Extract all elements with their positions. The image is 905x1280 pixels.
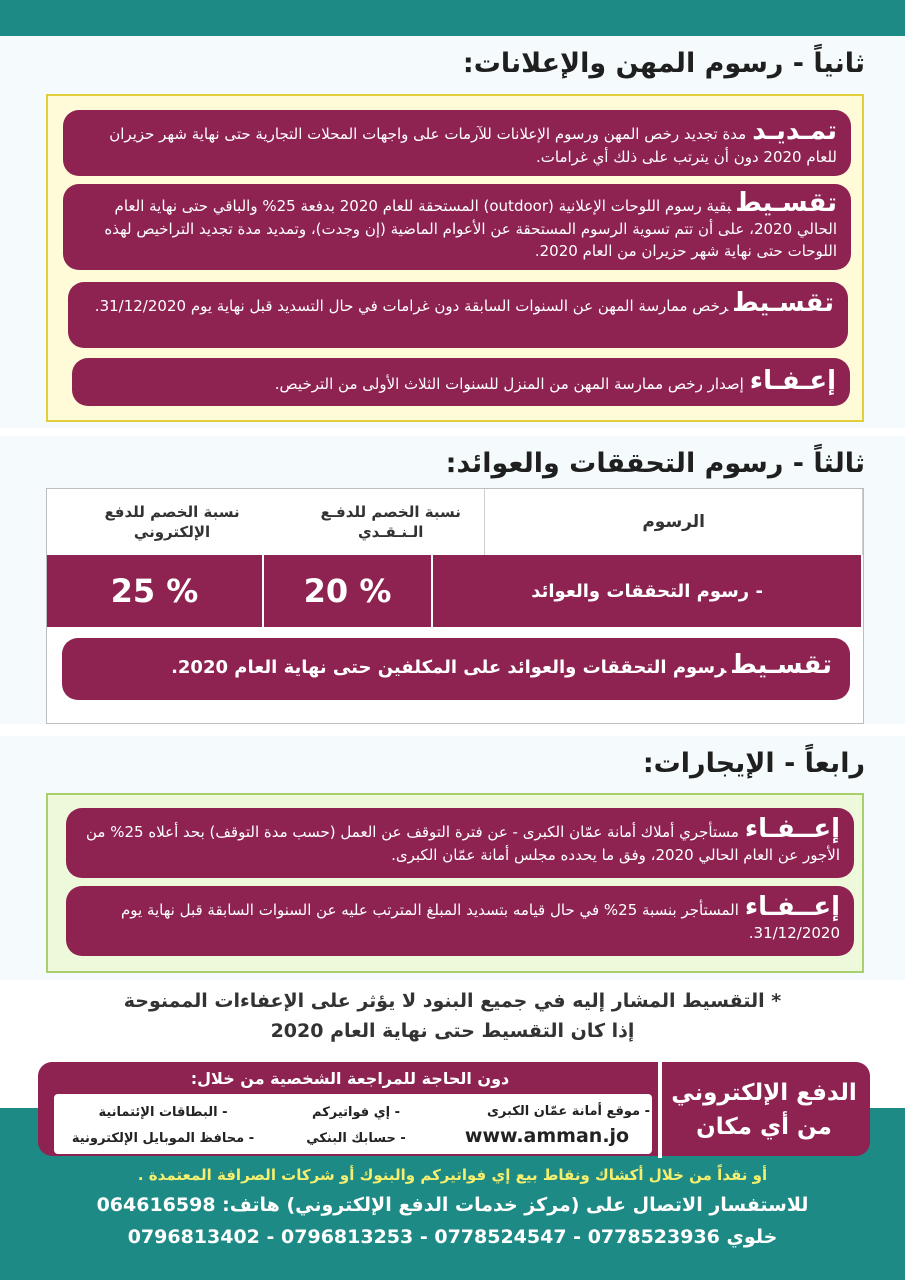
- keyword: تقسـيط: [737, 188, 837, 218]
- epay-bank-account: - حسابك البنكي: [306, 1131, 406, 1146]
- epay-website-label: - موقع أمانة عمّان الكبرى: [486, 1104, 650, 1119]
- item-text: مدة تجديد رخص المهن ورسوم الإعلانات للآرمات على واجهات المحلات التجارية حتى نهاية شهر حزيران للعام 2020 دون أن يترتب على ذلك أي غرامات.: [109, 125, 837, 166]
- footer-mobile-line: خلوي 0778523936 - 0778524547 - 0796813253 - 0796813402: [127, 1226, 778, 1248]
- installment-note: [40, 986, 865, 1046]
- epay-badge: [664, 1068, 864, 1152]
- item-text: بقية رسوم اللوحات الإعلانية (outdoor) المستحقة للعام 2020 بدفعة 25% والباقي حتى نهاية العام الحالي 2020، على أن تتم تسوية الرسوم المستحقة عن الأعوام الماضية (إن وجدت)، وتمديد مدة تجديد التراخيص لهذه اللوحات حتى نهاية شهر حزيران من العام 2020.: [104, 197, 837, 260]
- keyword: إعــفـاء: [744, 814, 840, 844]
- section2-item-2: [63, 184, 851, 270]
- epay-channels-column: [272, 1100, 440, 1152]
- section4-item-2: [66, 886, 854, 956]
- footer-cash-line: أو نقداً من خلال أكشاك ونقاط بيع إي فواتيركم والبنوك أو شركات الصرافة المعتمدة .: [137, 1166, 768, 1184]
- col-cash-header: نسبة الخصم للدفـع الـنـقـدي: [297, 489, 485, 555]
- note-line-1: * التقسيط المشار إليه في جميع البنود لا يؤثر على الإعفاءات الممنوحة: [123, 990, 782, 1012]
- epay-badge-line-1: الدفع الإلكتروني: [671, 1080, 857, 1106]
- item-text: رسوم التحققات والعوائد على المكلفين حتى نهاية العام 2020.: [171, 657, 727, 678]
- section4-title: رابعاً - الإيجارات:: [642, 748, 865, 779]
- epay-website-column: [444, 1100, 650, 1148]
- section2-item-4: [72, 358, 850, 406]
- epay-divider: [658, 1060, 662, 1158]
- item-text: رخص ممارسة المهن عن السنوات السابقة دون غرامات في حال التسديد قبل نهاية يوم 31/12/2020.: [94, 297, 729, 315]
- epay-cards-column: [58, 1100, 268, 1152]
- epay-credit-cards: - البطاقات الإئتمانية: [98, 1105, 228, 1120]
- top-teal-bar: [0, 0, 905, 36]
- keyword: تمـديـد: [752, 116, 837, 146]
- item-text: المستأجر بنسبة 25% في حال قيامه بتسديد المبلغ المترتب عليه عن السنوات السابقة قبل نهاية يوم 31/12/2020.: [120, 901, 840, 942]
- item-text: إصدار رخص ممارسة المهن من المنزل للسنوات الثلاث الأولى من الترخيص.: [274, 375, 744, 393]
- item-text: مستأجري أملاك أمانة عمّان الكبرى - عن فترة التوقف عن العمل (حسب مدة التوقف) بحد أعلاه 25% من الأجور عن العام الحالي 2020، وفق ما يحدده مجلس أمانة عمّان الكبرى.: [86, 823, 840, 864]
- section2-item-3: [68, 282, 848, 348]
- keyword: تقسـيط: [734, 288, 834, 318]
- section2-item-1: [63, 110, 851, 176]
- section3-title: ثالثاً - رسوم التحققات والعوائد:: [445, 448, 865, 479]
- col-fees-header: الرسوم: [485, 489, 863, 555]
- footer-inquiry-line: للاستفسار الاتصال على (مركز خدمات الدفع الإلكتروني) هاتف: 064616598: [96, 1194, 809, 1216]
- table-data-row: [47, 555, 863, 627]
- section3-item: [62, 638, 850, 700]
- note-line-2: إذا كان التقسيط حتى نهاية العام 2020: [270, 1020, 635, 1042]
- epay-website-link[interactable]: www.amman.jo: [464, 1125, 630, 1147]
- epay-header: دون الحاجة للمراجعة الشخصية من خلال:: [190, 1069, 510, 1088]
- keyword: تقسـيط: [732, 650, 832, 680]
- keyword: إعــفـاء: [744, 892, 840, 922]
- table-header-row: [47, 489, 863, 555]
- section4-item-1: [66, 808, 854, 878]
- epay-badge-line-2: من أي مكان: [696, 1114, 832, 1140]
- cash-discount-value: 20 %: [264, 555, 433, 627]
- section2-title: ثانياً - رسوم المهن والإعلانات:: [462, 48, 865, 79]
- keyword: إعـفـاء: [749, 366, 836, 396]
- col-electronic-header: نسبة الخصم للدفع الإلكتروني: [104, 503, 240, 541]
- electronic-discount-value: 25 %: [47, 555, 264, 627]
- row-fee-label: - رسوم التحققات والعوائد: [433, 555, 863, 627]
- epay-efawateercom: - إي فواتيركم: [312, 1105, 400, 1120]
- epay-mobile-wallets: - محافظ الموبايل الإلكترونية: [71, 1131, 255, 1146]
